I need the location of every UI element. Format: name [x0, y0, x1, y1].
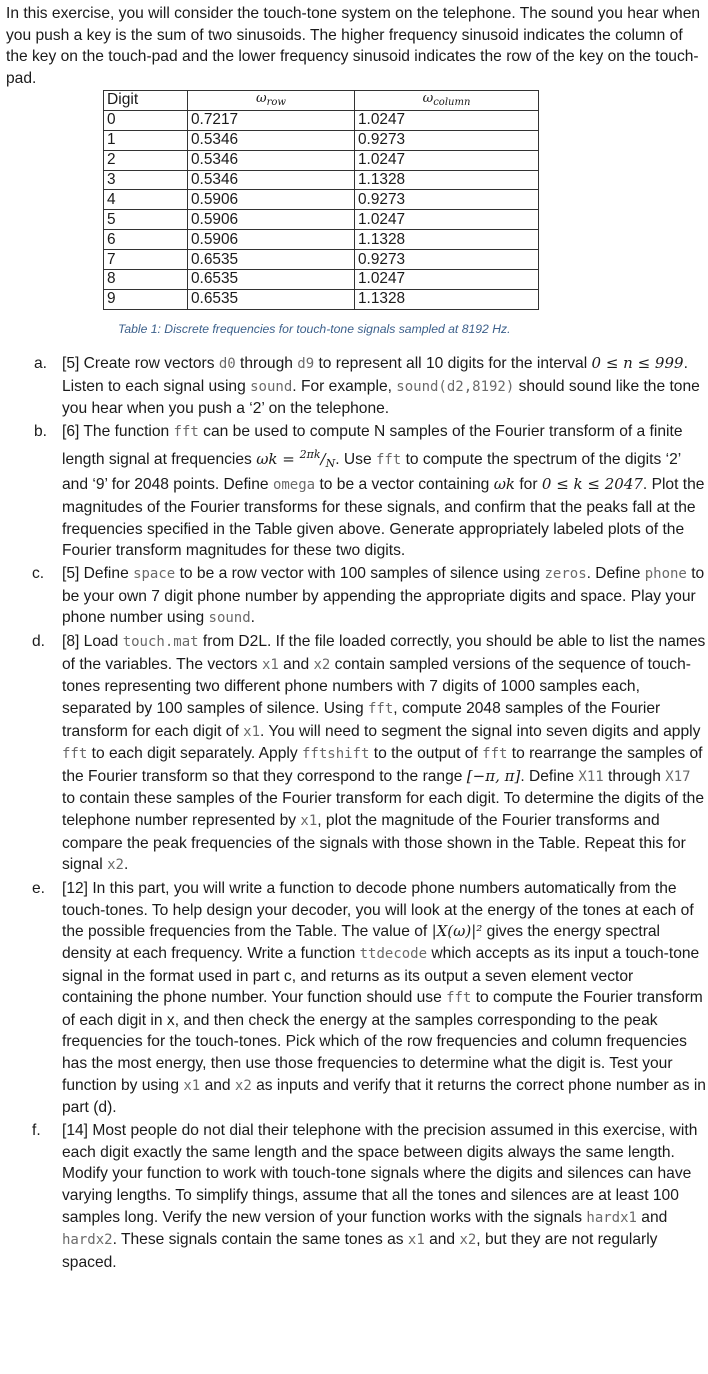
task-text: to be your own 7 digit phone number by appending the appropriate digits and space. Play your phone number using — [62, 565, 705, 627]
code-token: fft — [375, 451, 402, 468]
code-token: X11 — [578, 768, 604, 785]
digit-cell: 4 — [104, 190, 188, 210]
task-text: [8] Load — [62, 633, 123, 651]
task-marker: d. — [32, 633, 46, 651]
math-expression: [−π, π] — [466, 766, 521, 785]
table-row — [104, 110, 539, 130]
column-frequency-cell: 1.0247 — [355, 110, 539, 130]
code-token: zeros — [544, 566, 587, 583]
math-expression: ωk = — [256, 449, 300, 468]
table-row — [104, 170, 539, 190]
intro-paragraph — [6, 3, 706, 89]
task-text: , plot the magnitude of the Fourier transforms and compare the peak frequencies of the signals with those shown in the Table. Repeat this for signal — [62, 812, 686, 874]
code-token: x1 — [183, 1077, 201, 1094]
code-token: sound — [208, 610, 251, 627]
intro-text: In this exercise, you will consider the touch-tone system on the telephone. The sound you hear when you push a key is the sum of two sinusoids. The higher frequency sinusoid indicates the column of the key on the touch-pad and the lower frequency sinusoid indicates the row of the key on the touch-pad. — [6, 5, 701, 87]
task-text: for — [515, 476, 542, 494]
column-frequency-cell: 1.0247 — [355, 270, 539, 290]
fraction-slash: / — [320, 449, 326, 468]
code-token: hardx1 — [586, 1209, 637, 1226]
code-token: omega — [272, 477, 316, 494]
task-text: through — [235, 355, 298, 372]
task-text: gives the energy spectral density at each frequency. Write a function — [62, 923, 661, 962]
omega-column-sub: column — [433, 96, 471, 108]
code-token: x1 — [243, 723, 260, 740]
row-frequency-cell: 0.7217 — [188, 110, 355, 130]
task-text: . Listen to each signal using — [62, 355, 688, 395]
code-token: space — [133, 566, 176, 583]
code-token: fft — [173, 424, 199, 441]
digit-cell: 0 — [104, 110, 188, 130]
column-frequency-cell: 1.1328 — [355, 170, 539, 190]
math-expression: 0 ≤ k ≤ 2047 — [541, 475, 643, 494]
task-text: through — [603, 767, 666, 785]
task-marker: f. — [32, 1122, 41, 1140]
task-text: to compute the spectrum of the digits ‘2’ and ‘9’ for 2048 points. Define — [62, 450, 681, 494]
table-body — [104, 110, 539, 309]
math-expression: |X(ω)|² — [431, 922, 483, 941]
table-row — [104, 190, 539, 210]
row-frequency-cell: 0.5906 — [188, 230, 355, 250]
row-frequency-cell: 0.5906 — [188, 210, 355, 230]
task-text: which accepts as its input a touch-tone signal in the format used in part c, and returns as its output a seven element vector containing the phone number. Your function should use — [62, 945, 700, 1007]
row-frequency-cell: 0.6535 — [188, 250, 355, 270]
task-item — [26, 631, 706, 877]
code-token: touch.mat — [122, 634, 199, 651]
task-text: [6] The function — [62, 423, 174, 441]
code-token: x2 — [107, 857, 124, 874]
frequency-table — [103, 90, 539, 310]
task-text: [14] Most people do not dial their telephone with the precision assumed in this exercise, with each digit exactly the same length and the space between digits always the same length. Modify your function to work with touch-tone signals where the digits and silences can have varying lengths. To simplify things, assume that all the tones and silences are at least 100 samples long. Verify the new version of your function works with the signals — [62, 1122, 698, 1226]
task-marker: b. — [34, 423, 48, 441]
task-text: [5] Define — [62, 565, 134, 583]
omega-row-sub: row — [266, 96, 286, 108]
math-expression: ωk — [493, 475, 516, 494]
column-frequency-cell: 0.9273 — [355, 190, 539, 210]
task-text: . Use — [335, 450, 376, 468]
task-text: . You will need to segment the signal into seven digits and apply — [260, 722, 701, 740]
code-token: x1 — [300, 813, 318, 830]
task-text: . Plot the magnitudes of the Fourier transforms for these signals, and confirm that the peaks fall at the frequencies specified in the Table given above. Generate appropriately labeled plots of the Fourier transform magnitudes for these two digits. — [62, 476, 705, 560]
code-token: x2 — [234, 1077, 252, 1094]
table-row — [104, 150, 539, 170]
code-token: d9 — [297, 356, 315, 372]
task-item — [26, 878, 706, 1119]
task-text: . — [123, 856, 129, 874]
digit-cell: 7 — [104, 250, 188, 270]
task-text: to the output of — [369, 745, 483, 763]
fraction-numerator: 2πk — [299, 447, 321, 461]
digit-cell: 2 — [104, 150, 188, 170]
task-text: . These signals contain the same tones as — [112, 1231, 408, 1249]
code-token: X17 — [665, 768, 691, 785]
column-frequency-cell: 1.1328 — [355, 289, 539, 309]
task-text: can be used to compute N samples of the Fourier transform of a finite length signal at frequencies — [62, 423, 683, 468]
table-header-row — [104, 91, 539, 111]
header-omega-column — [355, 91, 539, 111]
table-row — [104, 289, 539, 309]
task-text: to be a vector containing — [315, 476, 494, 494]
task-text: to be a row vector with 100 samples of silence using — [175, 565, 545, 583]
task-text: , compute 2048 samples of the Fourier transform for each digit of — [62, 700, 661, 740]
table-row — [104, 270, 539, 290]
task-text: and — [200, 1076, 235, 1094]
task-text: to compute the Fourier transform of each digit in x, and then check the energy at the samples corresponding to the peak frequencies for the touch-tones. Pick which of the row frequencies and column frequencies has the most energy, then use those frequencies to determine what the digit is. Test your function by using — [62, 989, 703, 1094]
row-frequency-cell: 0.5346 — [188, 170, 355, 190]
code-token: fftshift — [301, 746, 370, 763]
fraction-denominator: N — [325, 456, 336, 470]
code-token: sound(d2,8192) — [396, 378, 515, 395]
task-text: . For example, — [292, 377, 397, 395]
row-frequency-cell: 0.5906 — [188, 190, 355, 210]
code-token: phone — [644, 566, 687, 583]
task-marker: a. — [34, 355, 48, 372]
code-token: x2 — [313, 656, 331, 673]
task-text: from D2L. If the file loaded correctly, you should be able to list the names of the variables. The vectors — [62, 633, 706, 673]
task-text: to rearrange the samples of the Fourier transform so that they correspond to the range — [62, 745, 703, 785]
digit-cell: 6 — [104, 230, 188, 250]
task-text: as inputs and verify that it returns the correct phone number as in part (d). — [62, 1076, 706, 1117]
column-frequency-cell: 1.0247 — [355, 150, 539, 170]
digit-cell: 1 — [104, 130, 188, 150]
task-text: to contain these samples of the Fourier transform for each digit. To determine the digits of the telephone number represented by — [62, 790, 704, 830]
column-frequency-cell: 1.0247 — [355, 210, 539, 230]
code-token: hardx2 — [62, 1232, 113, 1249]
header-digit: Digit — [104, 91, 188, 111]
digit-cell: 5 — [104, 210, 188, 230]
task-text: , but they are not regularly spaced. — [62, 1231, 658, 1271]
task-marker: c. — [32, 565, 45, 583]
row-frequency-cell: 0.6535 — [188, 289, 355, 309]
table-row — [104, 250, 539, 270]
digit-cell: 3 — [104, 170, 188, 190]
fraction — [299, 447, 336, 470]
math-expression: 0 ≤ n ≤ 999 — [591, 354, 684, 372]
row-frequency-cell: 0.5346 — [188, 130, 355, 150]
task-list — [26, 353, 706, 1275]
table-row — [104, 230, 539, 250]
task-text: . Define — [586, 565, 645, 583]
code-token: fft — [367, 701, 394, 718]
table-row — [104, 210, 539, 230]
code-token: d0 — [218, 356, 236, 372]
code-token: x1 — [261, 656, 279, 673]
code-token: x2 — [459, 1232, 477, 1249]
omega-row-symbol: ω — [256, 90, 267, 106]
task-marker: e. — [32, 880, 46, 898]
task-text: and — [424, 1231, 460, 1249]
task-text: . Define — [520, 767, 579, 785]
task-text: [12] In this part, you will write a function to decode phone numbers automatically from the touch-tones. To help design your decoder, you will look at the energy of the tones at each of the possible frequencies from the Table. The value of — [62, 880, 694, 941]
task-item — [26, 563, 706, 630]
code-token: fft — [446, 990, 472, 1007]
code-token: fft — [482, 746, 508, 763]
task-item — [26, 1120, 706, 1273]
task-text: contain sampled versions of the sequence of touch-tones representing two different phone numbers with 7 digits of 1000 samples each, separated by 100 samples of silence. Using — [62, 655, 691, 718]
row-frequency-cell: 0.5346 — [188, 150, 355, 170]
code-token: ttdecode — [359, 946, 428, 962]
task-text: [5] Create row vectors — [62, 355, 219, 372]
row-frequency-cell: 0.6535 — [188, 270, 355, 290]
column-frequency-cell: 0.9273 — [355, 130, 539, 150]
table-row — [104, 130, 539, 150]
task-text: should sound like the tone you hear when you push a ‘2’ on the telephone. — [62, 377, 700, 418]
digit-cell: 8 — [104, 270, 188, 290]
code-token: sound — [250, 378, 293, 395]
task-text: and — [636, 1208, 668, 1226]
task-item — [26, 353, 706, 420]
omega-column-symbol: ω — [422, 90, 434, 106]
code-token: x1 — [407, 1232, 425, 1249]
column-frequency-cell: 1.1328 — [355, 230, 539, 250]
column-frequency-cell: 0.9273 — [355, 250, 539, 270]
task-item — [26, 421, 706, 562]
header-omega-row — [188, 91, 355, 111]
task-text: to represent all 10 digits for the interval — [314, 355, 592, 372]
table-caption: Table 1: Discrete frequencies for touch-tone signals sampled at 8192 Hz. — [118, 322, 511, 336]
task-text: and — [278, 655, 314, 673]
digit-cell: 9 — [104, 289, 188, 309]
code-token: fft — [62, 746, 88, 763]
task-text: . — [250, 609, 256, 627]
task-text: to each digit separately. Apply — [87, 745, 302, 763]
